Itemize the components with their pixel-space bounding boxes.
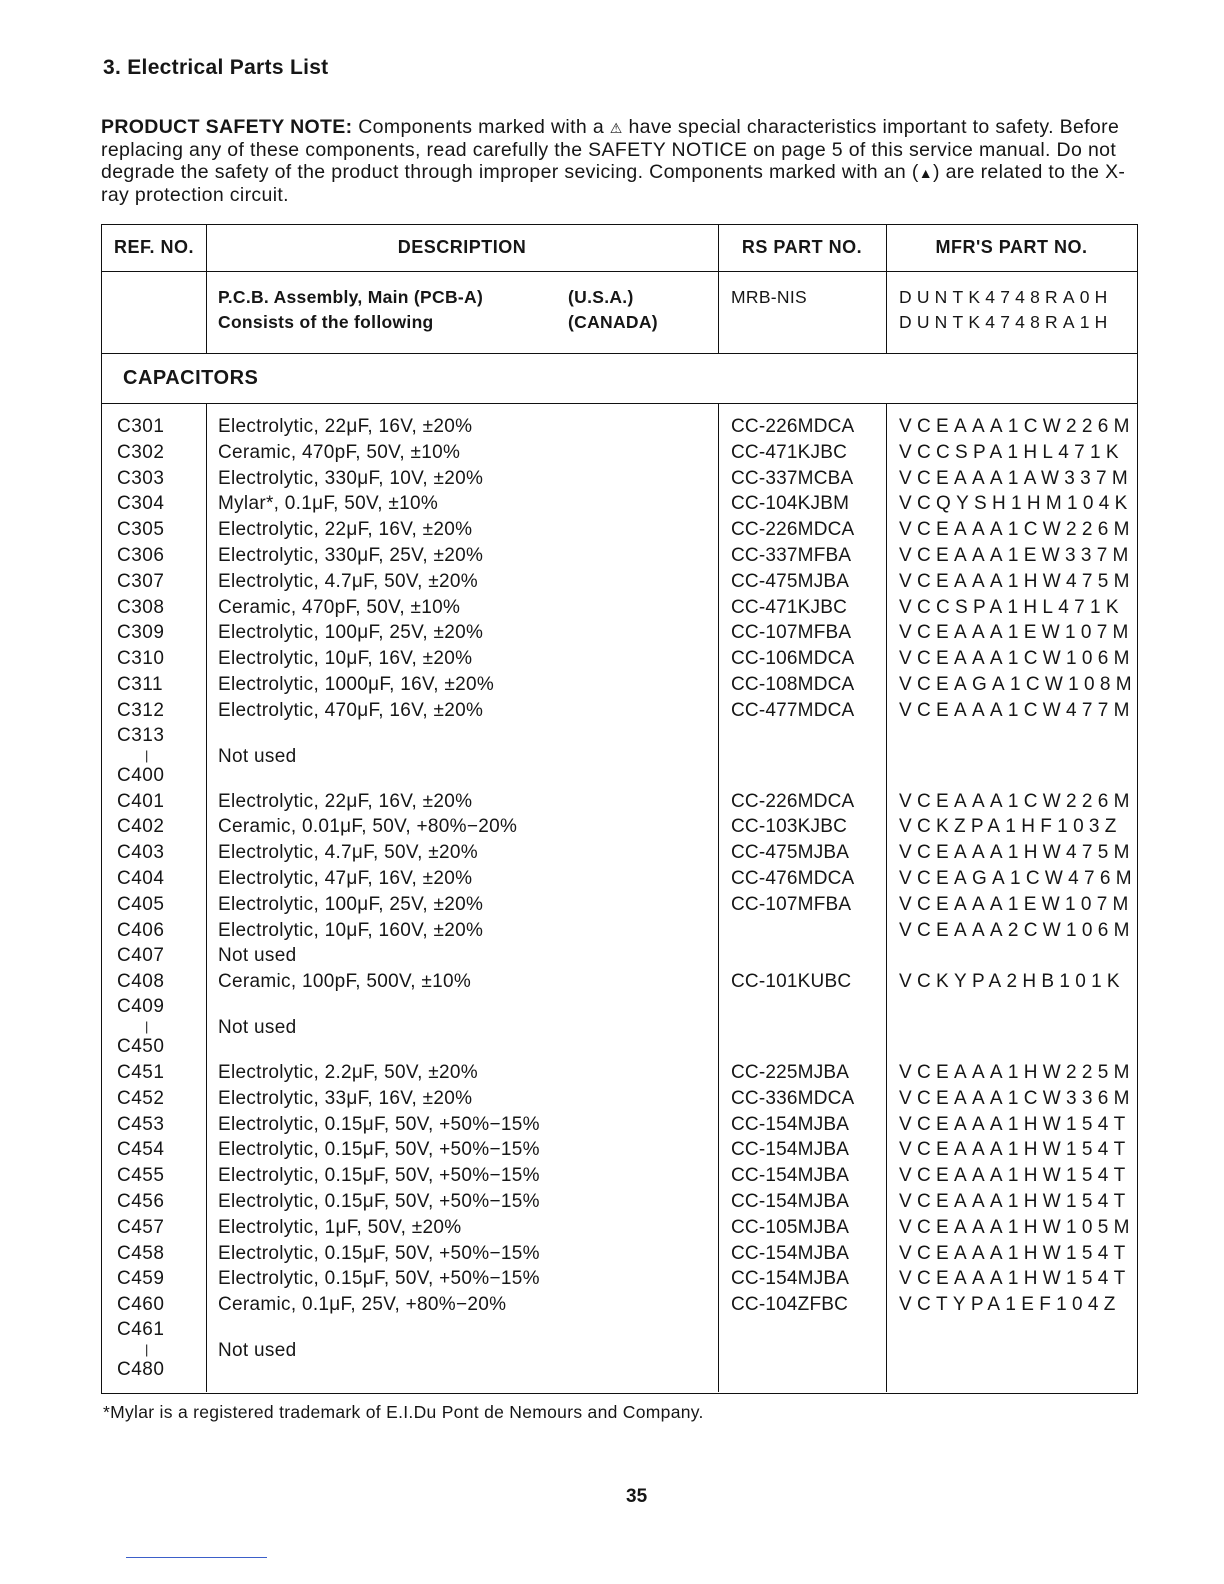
description: Electrolytic, 22μF, 16V, ±20% [218, 519, 473, 541]
product-safety-note [101, 116, 1141, 206]
description: Not used [218, 745, 297, 767]
table-row [102, 700, 1137, 726]
table-row [102, 1139, 1137, 1165]
mfr-part-no: VCEAAA1EW337M [899, 544, 1134, 566]
table-row [102, 1217, 1137, 1243]
rs-part-no: CC-107MFBA [731, 893, 852, 915]
description: Not used [218, 1016, 297, 1038]
description: Electrolytic, 0.15μF, 50V, +50%−15% [218, 1165, 540, 1187]
ref-no: C453 [117, 1113, 165, 1135]
rs-part-no: CC-226MDCA [731, 519, 855, 541]
rs-part-no: CC-154MJBA [731, 1242, 850, 1264]
ref-range-start: C313 [117, 724, 165, 746]
mfr-part-no: VCEAAA2CW106M [899, 919, 1135, 941]
ref-range-end: C480 [117, 1358, 165, 1380]
table-row [102, 468, 1137, 494]
rs-part-no: CC-471KJBC [731, 441, 848, 463]
ref-no: C302 [117, 441, 165, 463]
mfr-part-no: VCTYPA1EF104Z [899, 1294, 1121, 1316]
rs-part-no: CC-101KUBC [731, 971, 852, 993]
mfr-part-no: VCEAAA1CW226M [899, 519, 1135, 541]
rs-part-no: CC-477MDCA [731, 699, 855, 721]
mfr-part-no: VCEAAA1EW107M [899, 622, 1134, 644]
description: Mylar*, 0.1μF, 50V, ±10% [218, 493, 439, 515]
table-row [102, 442, 1137, 468]
ref-range-start: C409 [117, 995, 165, 1017]
mfr-part-no: VCEAAA1HW154T [899, 1165, 1131, 1187]
description: Electrolytic, 330μF, 10V, ±20% [218, 467, 484, 489]
table-row [102, 842, 1137, 868]
table-row [102, 1165, 1137, 1191]
header-description: DESCRIPTION [397, 237, 527, 257]
ref-no: C403 [117, 842, 165, 864]
description: Electrolytic, 4.7μF, 50V, ±20% [218, 842, 478, 864]
mfr-part-no: VCEAAA1HW154T [899, 1268, 1131, 1290]
description: Electrolytic, 33μF, 16V, ±20% [218, 1087, 473, 1109]
footnote: *Mylar is a registered trademark of E.I.Du Pont de Nemours and Company. [103, 1402, 704, 1422]
ref-no: C308 [117, 596, 165, 618]
mfr-part-no: VCEAAA1HW475M [899, 570, 1135, 592]
description: Electrolytic, 470μF, 16V, ±20% [218, 699, 484, 721]
rs-part-no: CC-475MJBA [731, 842, 850, 864]
section-heading: 3. Electrical Parts List [103, 56, 329, 79]
mfr-part-no: VCEAAA1HW154T [899, 1190, 1131, 1212]
table-row [102, 416, 1137, 442]
mfr-part-no: VCEAAA1AW337M [899, 467, 1133, 489]
ref-no: C301 [117, 416, 165, 437]
description: Electrolytic, 0.15μF, 50V, +50%−15% [218, 1268, 540, 1290]
ref-range-separator: | [145, 747, 149, 763]
ref-no: C460 [117, 1294, 165, 1316]
xray-triangle-icon: ▲ [918, 165, 933, 181]
mfr-part-no: VCCSPA1HL471K [899, 596, 1124, 618]
description: Electrolytic, 100μF, 25V, ±20% [218, 622, 484, 644]
ref-range [117, 1320, 164, 1380]
table-row [102, 1114, 1137, 1140]
ref-no: C407 [117, 945, 165, 967]
mfr-part-no: VCEAAA1HW475M [899, 842, 1135, 864]
mfr-part-no: VCKZPA1HF103Z [899, 816, 1122, 838]
mfr-part-no: VCCSPA1HL471K [899, 441, 1124, 463]
rs-part-no: CC-476MDCA [731, 867, 855, 889]
ref-no: C402 [117, 816, 165, 838]
ref-no: C458 [117, 1242, 165, 1264]
rs-part-no: CC-337MFBA [731, 544, 852, 566]
rs-part-no: CC-107MFBA [731, 622, 852, 644]
ref-no: C304 [117, 493, 165, 515]
rs-part-no: CC-105MJBA [731, 1216, 850, 1238]
section-divider [102, 403, 1137, 404]
table-row [102, 519, 1137, 545]
table-row [102, 622, 1137, 648]
decorative-blue-line [126, 1557, 267, 1558]
description: Electrolytic, 100μF, 25V, ±20% [218, 893, 484, 915]
ref-no: C457 [117, 1216, 165, 1238]
mfr-part-no: VCEAAA1HW154T [899, 1139, 1131, 1161]
table-row [102, 648, 1137, 674]
rs-part-no: CC-154MJBA [731, 1113, 850, 1135]
table-row [102, 1243, 1137, 1269]
safety-note-label: PRODUCT SAFETY NOTE: [101, 116, 353, 138]
rs-part-no: CC-154MJBA [731, 1268, 850, 1290]
assembly-region-canada: (CANADA) [568, 312, 658, 332]
ref-no: C456 [117, 1190, 165, 1212]
mfr-part-no: VCEAAA1HW225M [899, 1061, 1135, 1083]
description: Electrolytic, 1μF, 50V, ±20% [218, 1216, 462, 1238]
ref-range-end: C450 [117, 1035, 165, 1057]
assembly-rs-part: MRB-NIS [731, 287, 807, 307]
rs-part-no: CC-154MJBA [731, 1139, 850, 1161]
rs-part-no: CC-226MDCA [731, 790, 855, 812]
description: Not used [218, 1339, 297, 1361]
description: Electrolytic, 0.15μF, 50V, +50%−15% [218, 1190, 540, 1212]
parts-table [101, 224, 1138, 1394]
rs-part-no: CC-154MJBA [731, 1165, 850, 1187]
ref-no: C452 [117, 1087, 165, 1109]
mfr-part-no: VCEAAA1CW226M [899, 416, 1135, 437]
table-row [102, 1088, 1137, 1114]
ref-range-start: C461 [117, 1318, 165, 1340]
description: Electrolytic, 1000μF, 16V, ±20% [218, 673, 495, 695]
description: Ceramic, 470pF, 50V, ±10% [218, 441, 461, 463]
description: Electrolytic, 22μF, 16V, ±20% [218, 416, 473, 437]
description: Ceramic, 100pF, 500V, ±10% [218, 971, 472, 993]
ref-no: C307 [117, 570, 165, 592]
mfr-part-no: VCEAAA1HW154T [899, 1113, 1131, 1135]
ref-no: C454 [117, 1139, 165, 1161]
description: Electrolytic, 47μF, 16V, ±20% [218, 867, 473, 889]
rs-part-no: CC-103KJBC [731, 816, 848, 838]
ref-no: C408 [117, 971, 165, 993]
mfr-part-no: VCEAGA1CW108M [899, 673, 1137, 695]
table-row [102, 868, 1137, 894]
ref-range [117, 726, 164, 786]
ref-no: C306 [117, 544, 165, 566]
ref-no: C404 [117, 867, 165, 889]
ref-no: C405 [117, 893, 165, 915]
ref-range-end: C400 [117, 764, 165, 786]
ref-no: C451 [117, 1061, 165, 1083]
ref-no: C303 [117, 467, 165, 489]
safety-note-text-1: Components marked with a [352, 116, 610, 138]
ref-range-separator: | [145, 1018, 149, 1034]
mfr-part-no: VCEAAA1CW477M [899, 699, 1135, 721]
rs-part-no: CC-471KJBC [731, 596, 848, 618]
mfr-part-no: VCEAAA1EW107M [899, 893, 1134, 915]
description: Electrolytic, 330μF, 25V, ±20% [218, 544, 484, 566]
table-row [102, 1062, 1137, 1088]
table-row [102, 791, 1137, 817]
table-row [102, 674, 1137, 700]
page-number: 35 [626, 1486, 648, 1507]
header-mfr-part-no: MFR'S PART NO. [935, 237, 1088, 257]
ref-no: C406 [117, 919, 165, 941]
ref-no: C305 [117, 519, 165, 541]
capacitor-rows [102, 416, 1137, 1385]
warning-triangle-icon: ⚠ [609, 120, 623, 136]
header-rs-part-no: RS PART NO. [741, 237, 863, 257]
rs-part-no: CC-104KJBM [731, 493, 850, 515]
table-row [102, 997, 1137, 1062]
mfr-part-no: VCEAAA1CW336M [899, 1087, 1135, 1109]
description: Electrolytic, 10μF, 16V, ±20% [218, 648, 473, 670]
table-row [102, 971, 1137, 997]
ref-no: C455 [117, 1165, 165, 1187]
table-row [102, 571, 1137, 597]
table-row [102, 816, 1137, 842]
mfr-part-no: VCEAAA1HW105M [899, 1216, 1135, 1238]
rs-part-no: CC-108MDCA [731, 673, 855, 695]
description: Electrolytic, 4.7μF, 50V, ±20% [218, 570, 478, 592]
mfr-part-no: VCEAAA1HW154T [899, 1242, 1131, 1264]
table-row [102, 920, 1137, 946]
ref-no: C311 [117, 673, 164, 695]
rs-part-no: CC-337MCBA [731, 467, 854, 489]
description: Not used [218, 945, 297, 967]
ref-no: C312 [117, 699, 165, 721]
assembly-subtitle: Consists of the following [218, 312, 434, 332]
mfr-part-no: VCKYPA2HB101K [899, 971, 1125, 993]
description: Electrolytic, 0.15μF, 50V, +50%−15% [218, 1113, 540, 1135]
rs-part-no: CC-106MDCA [731, 648, 855, 670]
table-row [102, 1294, 1137, 1320]
table-row [102, 894, 1137, 920]
assembly-region-usa: (U.S.A.) [568, 287, 634, 307]
table-row [102, 726, 1137, 791]
safety-note-text-3: ) are related to the X-ray protection circuit. [101, 161, 1126, 206]
mfr-part-no: VCEAGA1CW476M [899, 867, 1137, 889]
description: Electrolytic, 0.15μF, 50V, +50%−15% [218, 1242, 540, 1264]
description: Electrolytic, 2.2μF, 50V, ±20% [218, 1061, 478, 1083]
header-divider [102, 271, 1137, 272]
table-row [102, 945, 1137, 971]
table-row [102, 1268, 1137, 1294]
description: Electrolytic, 22μF, 16V, ±20% [218, 790, 473, 812]
assembly-divider [102, 353, 1137, 354]
ref-no: C310 [117, 648, 165, 670]
assembly-mfr-part-canada: DUNTK4748RA1H [899, 312, 1113, 332]
rs-part-no: CC-154MJBA [731, 1190, 850, 1212]
ref-no: C459 [117, 1268, 165, 1290]
table-row [102, 1320, 1137, 1385]
ref-range [117, 997, 164, 1057]
assembly-title: P.C.B. Assembly, Main (PCB-A) [218, 287, 484, 307]
ref-range-separator: | [145, 1341, 149, 1357]
mfr-part-no: VCEAAA1CW226M [899, 790, 1135, 812]
ref-no: C309 [117, 622, 165, 644]
rs-part-no: CC-104ZFBC [731, 1294, 849, 1316]
rs-part-no: CC-225MJBA [731, 1061, 850, 1083]
assembly-mfr-part-usa: DUNTK4748RA0H [899, 287, 1113, 307]
table-row [102, 493, 1137, 519]
mfr-part-no: VCQYSH1HM104K [899, 493, 1133, 515]
mfr-part-no: VCEAAA1CW106M [899, 648, 1135, 670]
rs-part-no: CC-336MDCA [731, 1087, 855, 1109]
description: Electrolytic, 10μF, 160V, ±20% [218, 919, 484, 941]
section-title-capacitors: CAPACITORS [123, 367, 259, 389]
table-row [102, 1191, 1137, 1217]
description: Ceramic, 0.01μF, 50V, +80%−20% [218, 816, 518, 838]
table-row [102, 597, 1137, 623]
header-ref-no: REF. NO. [113, 237, 194, 257]
rs-part-no: CC-475MJBA [731, 570, 850, 592]
safety-note-text-2: have special characteristics important to safety. Before replacing any of these components, read carefully the SAFETY NOTICE on page 5 of this service manual. Do not degrade the safety of the product through improper sevicing. Components marked with an ( [101, 116, 1120, 183]
table-row [102, 545, 1137, 571]
description: Ceramic, 0.1μF, 25V, +80%−20% [218, 1294, 507, 1316]
description: Electrolytic, 0.15μF, 50V, +50%−15% [218, 1139, 540, 1161]
rs-part-no: CC-226MDCA [731, 416, 855, 437]
ref-no: C401 [117, 790, 165, 812]
description: Ceramic, 470pF, 50V, ±10% [218, 596, 461, 618]
